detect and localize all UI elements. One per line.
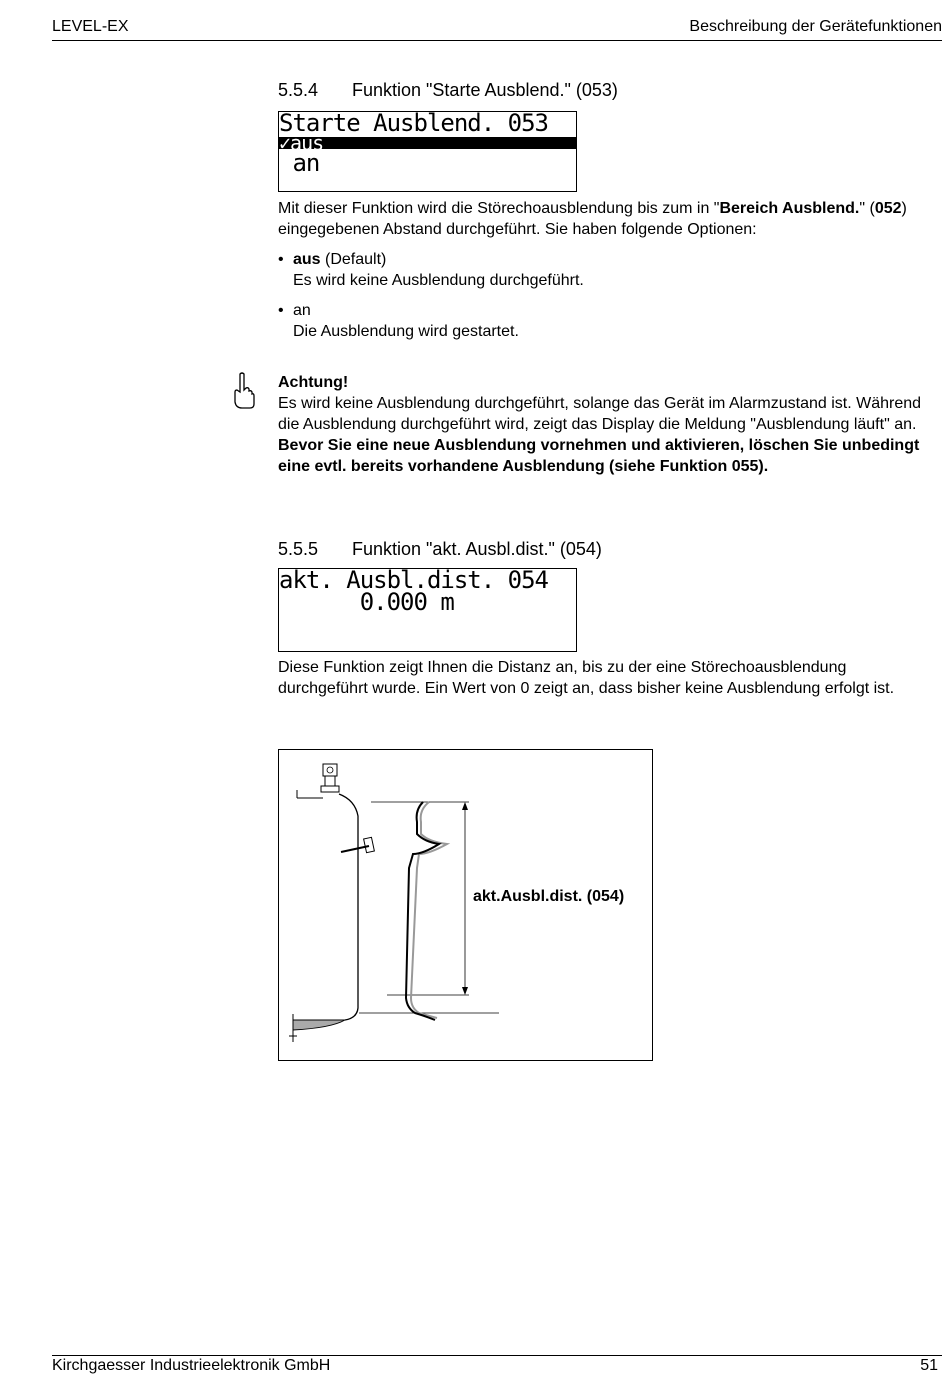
lcd-line-1: akt. Ausbl.dist. 054: [279, 569, 548, 591]
lcd-line-2: 0.000 m: [279, 591, 454, 613]
bullet-dot: •: [278, 251, 284, 268]
footer-left: Kirchgaesser Industrieelektronik GmbH: [52, 1357, 331, 1374]
intro-text-2: " (: [859, 200, 875, 217]
header-left: LEVEL-EX: [52, 18, 129, 35]
header-right: Beschreibung der Gerätefunktionen: [689, 18, 942, 35]
section2-description: Diese Funktion zeigt Ihnen die Distanz an, bis zu der eine Störechoausblendung durchgeführt wurde. Ein Wert von 0 zeigt an, dass bisher keine Ausblendung erfolgt ist.: [278, 659, 895, 697]
intro-bold-2: 052: [874, 200, 902, 217]
warning-bold: Bevor Sie eine neue Ausblendung vornehmen und aktivieren, löschen Sie unbedingt eine evtl. bereits vorhandene Ausblendung (siehe Funktion 055).: [278, 437, 920, 475]
section-number: 5.5.5: [278, 539, 319, 559]
section-title: Funktion "Starte Ausblend." (053): [352, 80, 618, 100]
option-an: [278, 300, 928, 342]
intro-paragraph: [278, 198, 928, 240]
option-aus: [278, 249, 928, 291]
intro-text-3: ) eingegebenen Abstand durchgeführt. Sie haben folgende Optionen:: [278, 200, 907, 238]
footer-rule: [52, 1355, 942, 1356]
figure-label: akt.Ausbl.dist. (054): [473, 888, 625, 905]
option-name: aus: [293, 251, 321, 268]
warning-block: [278, 372, 928, 477]
intro-bold-1: Bereich Ausblend.: [719, 200, 860, 217]
option-suffix: (Default): [320, 251, 387, 268]
lcd-display-054: [278, 568, 577, 652]
header-rule: [52, 40, 942, 41]
lcd-line-selected: ✓aus: [279, 134, 576, 152]
option-desc: Die Ausblendung wird gestartet.: [293, 323, 519, 340]
section-title: Funktion "akt. Ausbl.dist." (054): [352, 539, 602, 559]
intro-text-1: Mit dieser Funktion wird die Störechoausblendung bis zum in ": [278, 200, 720, 217]
warning-title: Achtung!: [278, 374, 349, 391]
section-number: 5.5.4: [278, 80, 319, 100]
section-heading-054: [278, 80, 618, 101]
lcd-line-3: an: [279, 152, 320, 174]
option-name: an: [293, 302, 311, 319]
section-heading-054b: [278, 539, 602, 560]
lcd-display-053: [278, 111, 577, 192]
option-desc: Es wird keine Ausblendung durchgeführt.: [293, 272, 584, 289]
page-number: 51: [920, 1357, 938, 1374]
lcd-line-1: Starte Ausblend. 053: [279, 112, 548, 134]
warning-text: Es wird keine Ausblendung durchgeführt, solange das Gerät im Alarmzustand ist. Während die Ausblendung durchgeführt wird, zeigt das Display die Meldung "Ausblendung läuft" an.: [278, 395, 922, 433]
bullet-dot: •: [278, 302, 284, 319]
pointing-hand-icon: [232, 372, 256, 410]
